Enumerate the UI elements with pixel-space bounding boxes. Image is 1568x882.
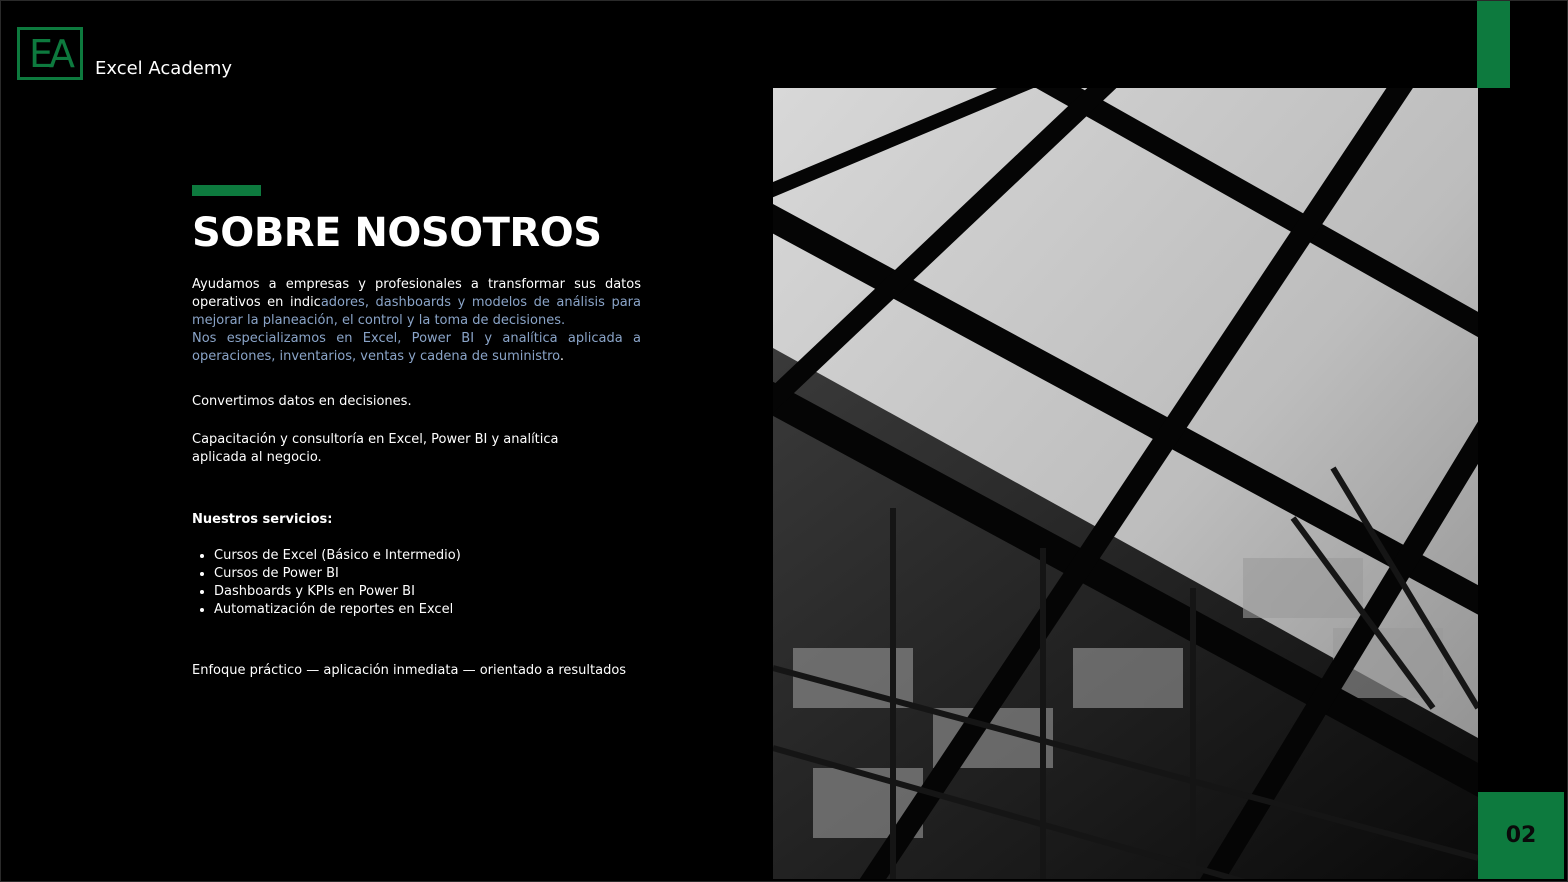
intro-text-white: Ayudamos a empresas y profesionales a transformar sus datos operativos en indic (192, 277, 641, 310)
service-item: • Cursos de Power BI (214, 565, 461, 583)
building-photo (773, 88, 1478, 879)
logo (17, 27, 83, 80)
page-number-box (1478, 792, 1564, 879)
service-item: • Cursos de Excel (Básico e Intermedio) (214, 547, 461, 565)
intro-text-blue-2: Nos especializamos en Excel, Power BI y analítica aplicada a operaciones, inventarios, ventas y cadena de suministro (192, 331, 641, 364)
service-item: • Dashboards y KPIs en Power BI (214, 583, 461, 601)
slide-title: SOBRE NOSOTROS (192, 210, 602, 256)
approach-line: Enfoque práctico — aplicación inmediata — orientado a resultados (192, 663, 627, 678)
tagline: Convertimos datos en decisiones. (192, 394, 412, 409)
title-accent-bar (192, 185, 261, 196)
intro-paragraph (192, 276, 641, 366)
services-title: Nuestros servicios: (192, 512, 333, 527)
intro-end: . (559, 349, 565, 364)
service-item: • Automatización de reportes en Excel (214, 601, 461, 619)
page-number: 02 (1505, 823, 1537, 848)
intro-text-blue: adores, dashboards y modelos de análisis para mejorar la planeación, el control y la toma de decisiones. (192, 295, 641, 328)
logo-letters: EA (28, 31, 71, 76)
summary: Capacitación y consultoría en Excel, Power BI y analítica aplicada al negocio. (192, 432, 559, 465)
skylight-illustration (773, 88, 1478, 879)
top-accent-bar (1477, 1, 1510, 88)
services-list (192, 547, 461, 619)
brand-name: Excel Academy (95, 58, 233, 79)
